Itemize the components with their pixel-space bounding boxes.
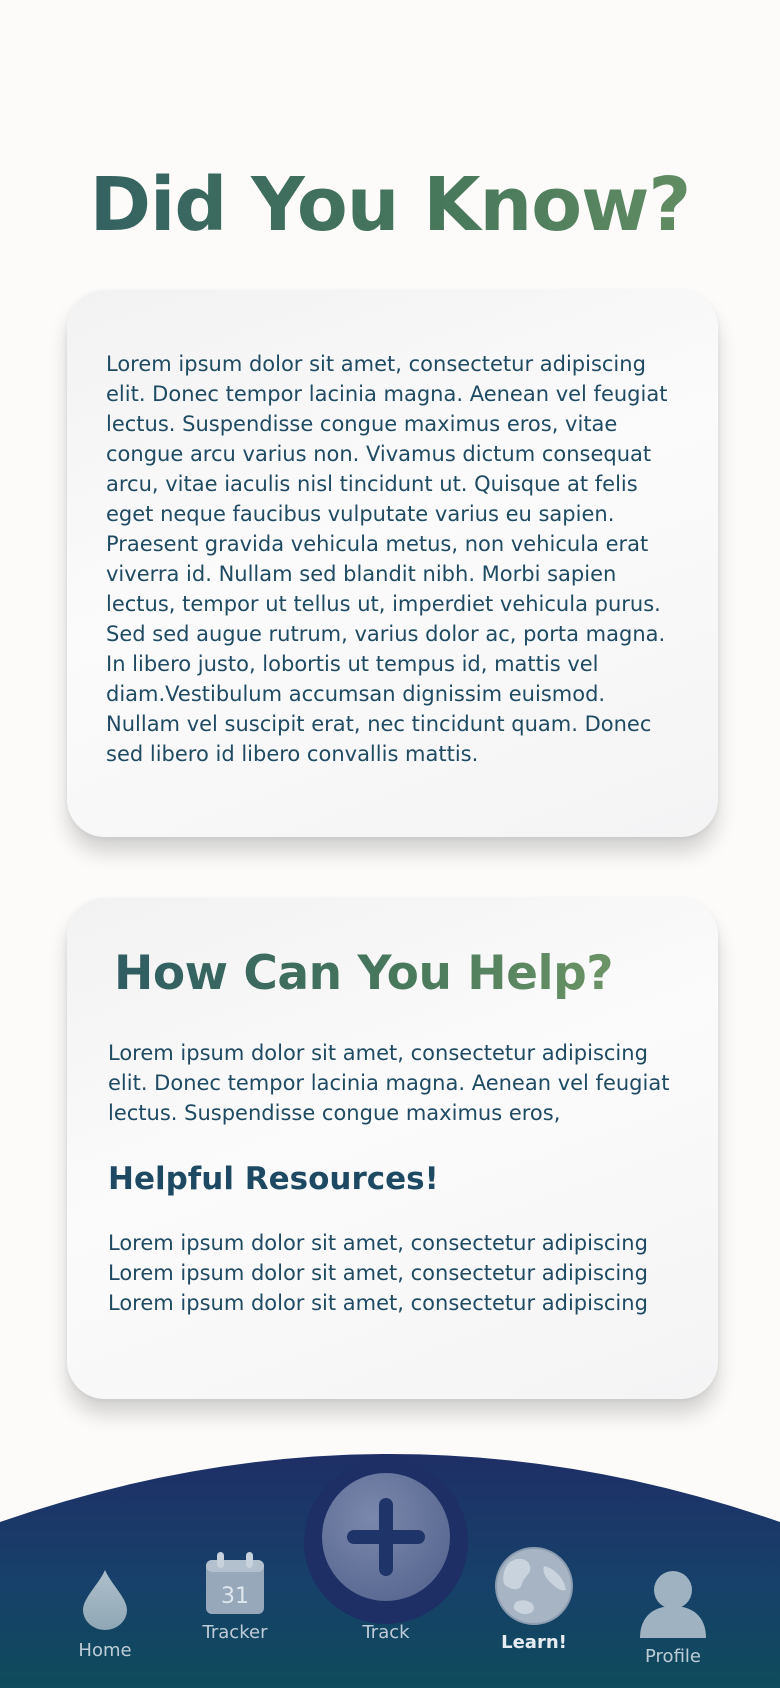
resources-list[interactable]: Lorem ipsum dolor sit amet, consectetur adipiscing Lorem ipsum dolor sit amet, consectetur adipiscing Lorem ipsum dolor sit amet, consectetur adipiscing [108, 1231, 648, 1315]
user-icon [638, 1570, 708, 1640]
nav-item-profile[interactable] [628, 1568, 718, 1678]
help-card [67, 898, 718, 1399]
nav-item-tracker[interactable] [190, 1552, 280, 1648]
nav-item-home[interactable] [60, 1568, 150, 1664]
calendar-icon [204, 1552, 266, 1616]
resources-heading: Helpful Resources! [108, 1161, 439, 1197]
page-title: Did You Know? [0, 160, 780, 250]
nav-label-track: Track [362, 1622, 410, 1643]
nav-label-tracker: Tracker [202, 1622, 268, 1643]
fact-card [67, 290, 718, 837]
bottom-nav [0, 1450, 780, 1688]
globe-icon [494, 1546, 574, 1626]
nav-label-learn: Learn! [501, 1632, 567, 1653]
help-heading: How Can You Help? [114, 946, 613, 1001]
nav-label-home: Home [78, 1640, 132, 1661]
fact-text: Lorem ipsum dolor sit amet, consectetur adipiscing elit. Donec tempor lacinia magna. Aenean vel feugiat lectus. Suspendisse congue maximus eros, vitae congue arcu varius non. Vivamus dictum consequat arcu, vitae iaculis nisl tincidunt ut. Quisque at felis eget neque faucibus vulputate varius eu sapien. Praesent gravida vehicula metus, non vehicula erat viverra id. Nullam sed blandit nibh. Morbi sapien lectus, tempor ut tellus ut, imperdiet vehicula purus. Sed sed augue rutrum, varius dolor ac, porta magna. In libero justo, lobortis ut tempus id, mattis vel diam.Vestibulum accumsan dignissim euismod. Nullam vel suscipit erat, nec tincidunt quam. Donec sed libero id libero convallis mattis. [106, 352, 668, 766]
calendar-day: 31 [221, 1584, 249, 1609]
nav-item-learn[interactable] [489, 1546, 579, 1656]
plus-icon [321, 1472, 451, 1602]
water-drop-icon [81, 1568, 129, 1630]
nav-label-profile: Profile [645, 1646, 701, 1667]
help-text: Lorem ipsum dolor sit amet, consectetur adipiscing elit. Donec tempor lacinia magna. Aenean vel feugiat lectus. Suspendisse congue maximus eros, [108, 1041, 670, 1125]
nav-item-track[interactable] [321, 1472, 451, 1648]
